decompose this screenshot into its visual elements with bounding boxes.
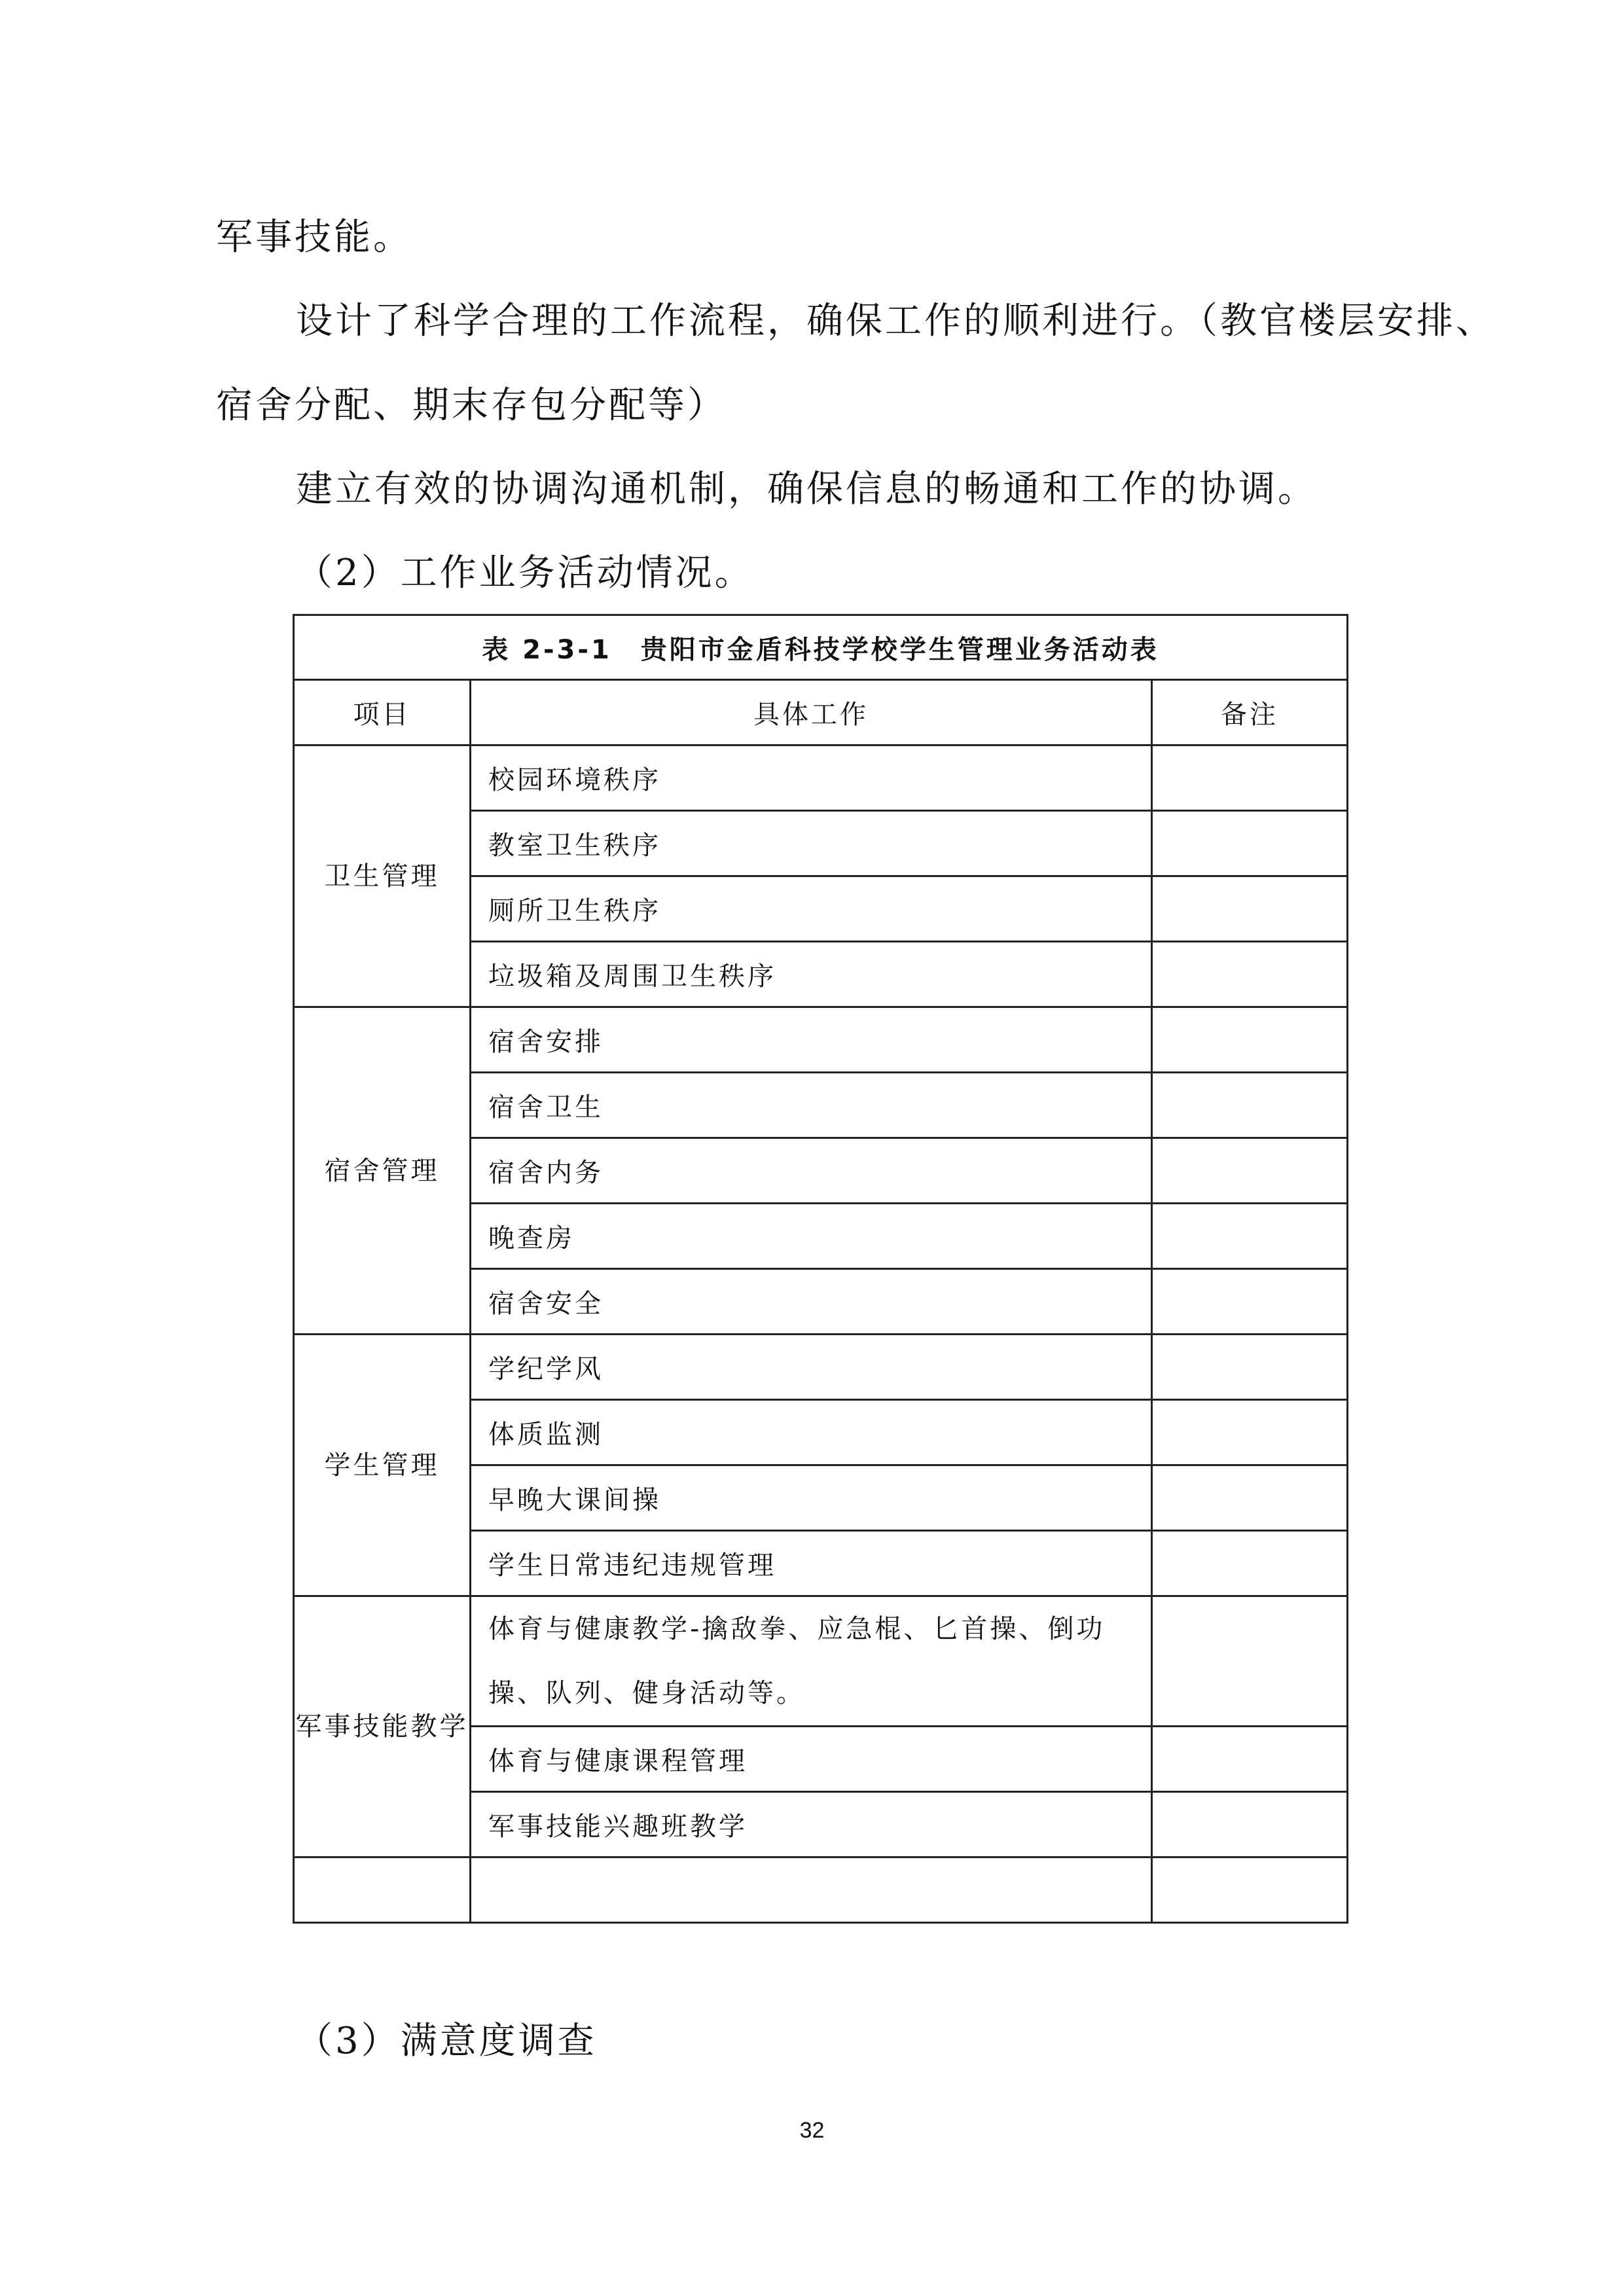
activity-table	[293, 614, 1348, 1924]
category-cell: 学生管理	[294, 1335, 471, 1596]
page-number: 32	[799, 2118, 825, 2143]
notes-cell	[1152, 1792, 1348, 1857]
task-cell: 体育与健康课程管理	[471, 1727, 1152, 1792]
task-cell: 军事技能兴趣班教学	[471, 1792, 1152, 1857]
notes-cell	[1152, 1596, 1348, 1727]
task-cell: 宿舍卫生	[471, 1073, 1152, 1138]
notes-cell	[1152, 1465, 1348, 1531]
table-row	[294, 1007, 1348, 1073]
category-cell: 军事技能教学	[294, 1596, 471, 1857]
section-heading: （2）工作业务活动情况。	[296, 552, 754, 594]
task-cell: 体质监测	[471, 1400, 1152, 1465]
notes-cell	[1152, 811, 1348, 876]
notes-cell	[1152, 1073, 1348, 1138]
notes-cell	[1152, 745, 1348, 811]
notes-cell	[1152, 1138, 1348, 1204]
paragraph-line: 设计了科学合理的工作流程，确保工作的顺利进行。（教官楼层安排、	[296, 300, 1495, 342]
notes-cell	[1152, 1269, 1348, 1335]
task-cell: 宿舍安排	[471, 1007, 1152, 1073]
notes-cell	[1152, 1007, 1348, 1073]
task-cell: 厕所卫生秩序	[471, 876, 1152, 942]
task-cell: 宿舍内务	[471, 1138, 1152, 1204]
category-cell: 宿舍管理	[294, 1007, 471, 1335]
task-cell: 早晚大课间操	[471, 1465, 1152, 1531]
empty-cell	[1152, 1857, 1348, 1923]
notes-cell	[1152, 1531, 1348, 1596]
notes-cell	[1152, 1204, 1348, 1269]
paragraph-line: 军事技能。	[216, 216, 412, 259]
empty-cell	[294, 1857, 471, 1923]
notes-cell	[1152, 1335, 1348, 1400]
paragraph-line: 宿舍分配、期末存包分配等）	[216, 384, 727, 427]
task-cell: 体育与健康教学-擒敌拳、应急棍、匕首操、倒功操、队列、健身活动等。	[471, 1596, 1152, 1727]
empty-cell	[471, 1857, 1152, 1923]
table-row	[294, 745, 1348, 811]
notes-cell	[1152, 1727, 1348, 1792]
header-task: 具体工作	[471, 680, 1152, 745]
task-cell: 学纪学风	[471, 1335, 1152, 1400]
activity-table-body	[294, 615, 1348, 1923]
table-row	[294, 1335, 1348, 1400]
task-cell: 垃圾箱及周围卫生秩序	[471, 942, 1152, 1007]
task-cell: 学生日常违纪违规管理	[471, 1531, 1152, 1596]
notes-cell	[1152, 942, 1348, 1007]
task-cell: 晚查房	[471, 1204, 1152, 1269]
table-row	[294, 1596, 1348, 1727]
task-cell: 宿舍安全	[471, 1269, 1152, 1335]
task-cell: 教室卫生秩序	[471, 811, 1152, 876]
category-cell: 卫生管理	[294, 745, 471, 1007]
paragraph-line: 建立有效的协调沟通机制，确保信息的畅通和工作的协调。	[296, 468, 1317, 511]
notes-cell	[1152, 1400, 1348, 1465]
task-cell: 校园环境秩序	[471, 745, 1152, 811]
section-heading: （3）满意度调查	[296, 2020, 597, 2062]
table-title: 表 2-3-1 贵阳市金盾科技学校学生管理业务活动表	[294, 615, 1348, 680]
header-notes: 备注	[1152, 680, 1348, 745]
header-item: 项目	[294, 680, 471, 745]
notes-cell	[1152, 876, 1348, 942]
empty-row	[294, 1857, 1348, 1923]
